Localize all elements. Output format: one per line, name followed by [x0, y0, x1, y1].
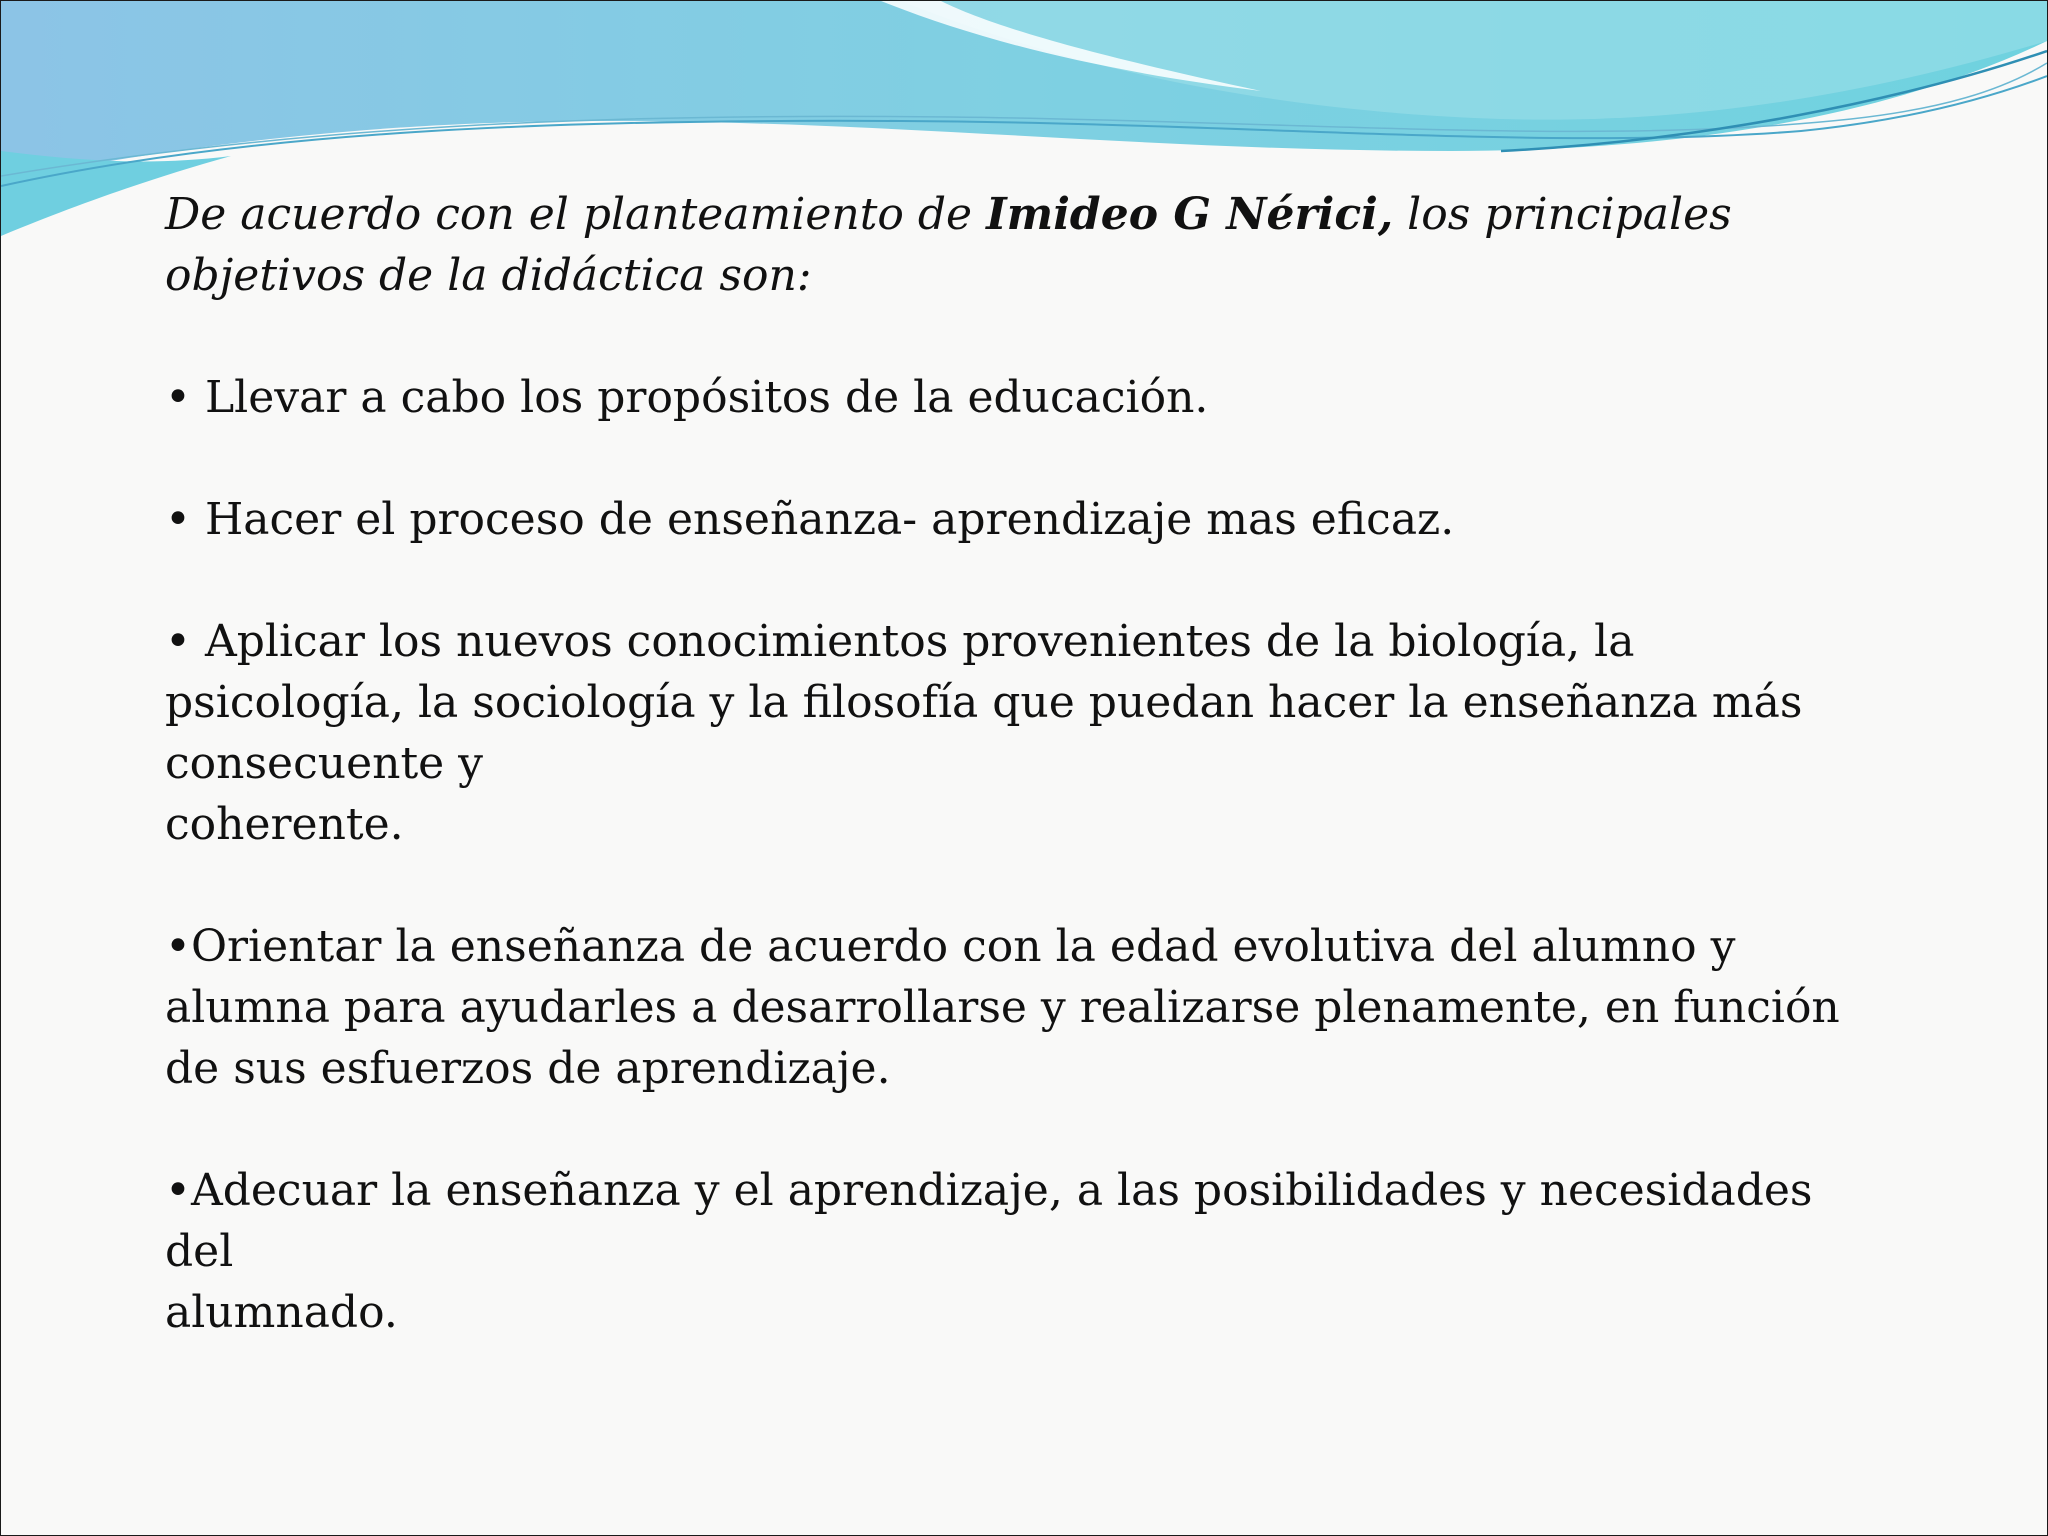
objective-item-3: • Aplicar los nuevos conocimientos provenientes de la biología, la psicología, la sociología y la filosofía que puedan hacer la enseñanza más consecuente y coherente. [165, 616, 1803, 850]
objective-item-5: •Adecuar la enseñanza y el aprendizaje, a las posibilidades y necesidades del alumnado. [165, 1165, 1813, 1338]
intro-text-before: De acuerdo con el planteamiento de [165, 189, 987, 240]
objective-item-1: • Llevar a cabo los propósitos de la educación. [165, 372, 1209, 423]
objective-item-4: •Orientar la enseñanza de acuerdo con la edad evolutiva del alumno y alumna para ayudarles a desarrollarse y realizarse plenamente, en función de sus esfuerzos de aprendizaje. [165, 921, 1840, 1094]
objective-item-2: • Hacer el proceso de enseñanza- aprendizaje mas eficaz. [165, 494, 1455, 545]
slide-content [165, 184, 1885, 1343]
intro-paragraph [165, 184, 1885, 306]
intro-text-after: los principales objetivos de la didáctica son: [165, 189, 1732, 301]
author-name: Imideo G Nérici, [986, 189, 1394, 240]
